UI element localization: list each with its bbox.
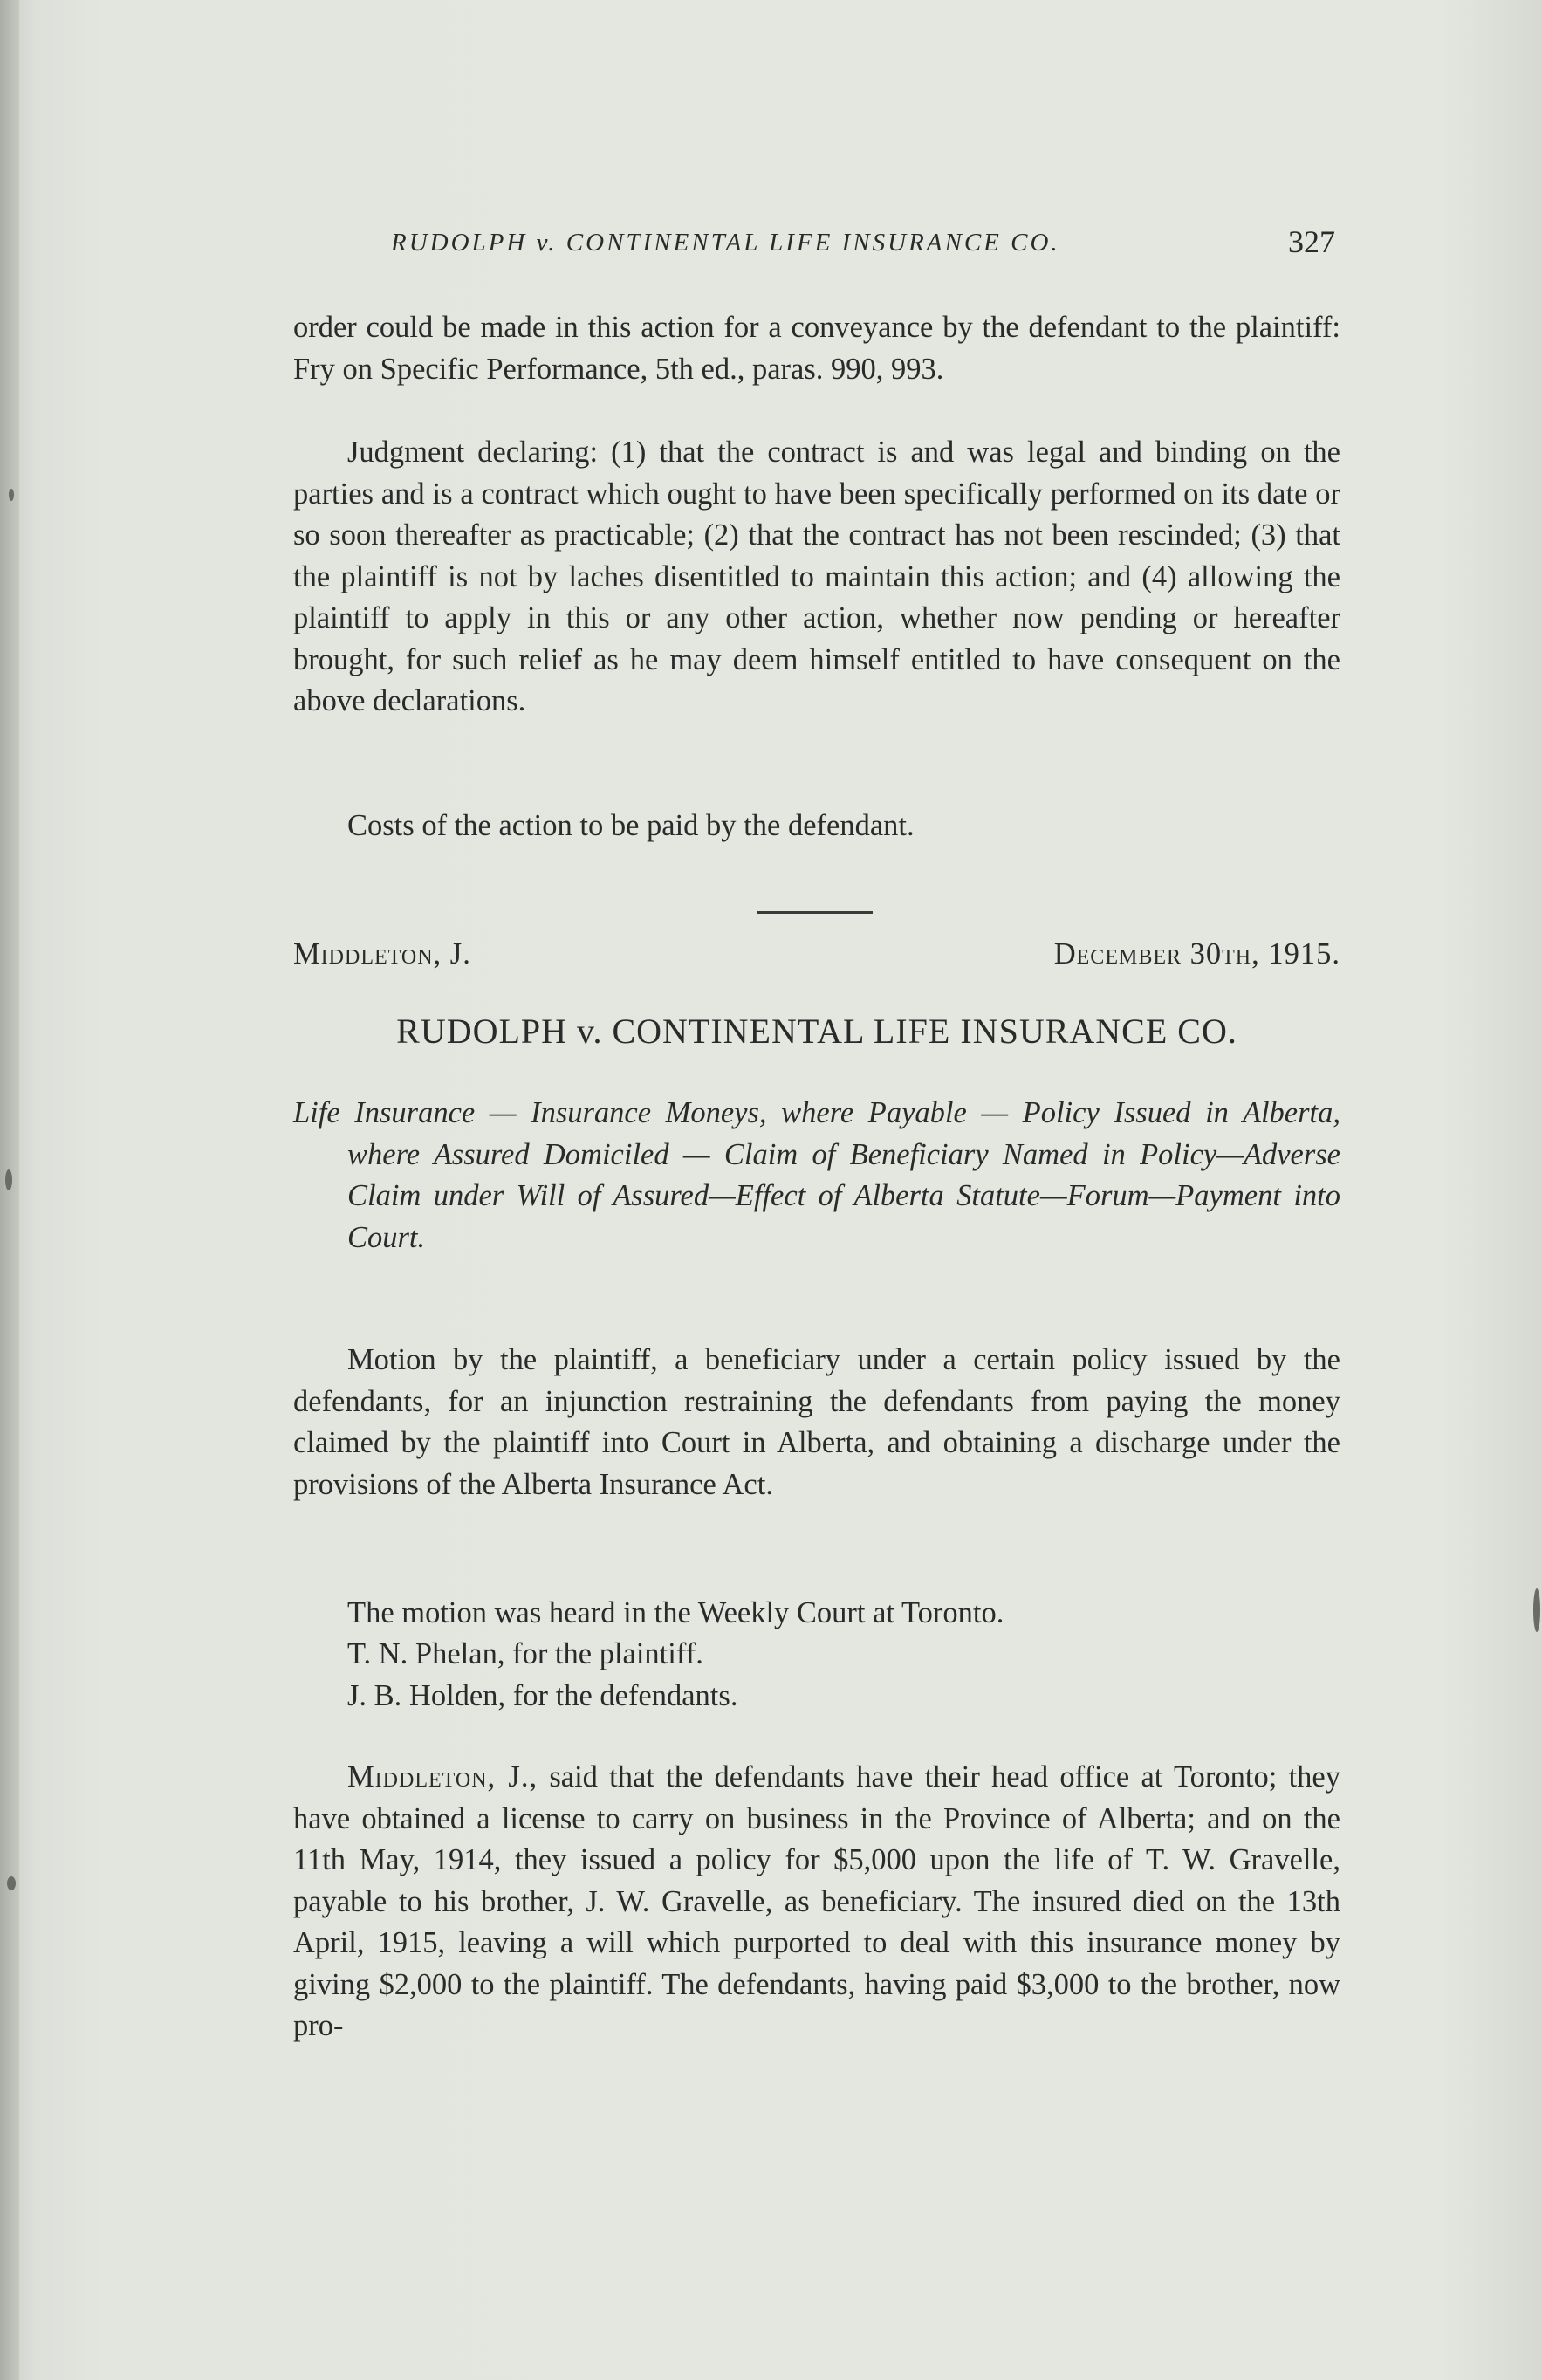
paper-speck — [5, 1169, 12, 1190]
case-date: December 30th, 1915. — [1053, 937, 1340, 971]
page-number: 327 — [1288, 224, 1335, 259]
section-divider — [757, 911, 873, 914]
case-headnote: Life Insurance — Insurance Moneys, where Payable — Policy Issued in Alberta, where Assured Domiciled — Claim of Beneficiary Named in Policy—Adverse Claim under Will of Assured—Effect of Alberta Statute—Forum—Payment into Court. — [293, 1096, 1340, 1254]
judgment-paragraph — [293, 1757, 1340, 2047]
judgment-judge: Middleton, J., — [347, 1760, 538, 1794]
motion-paragraph: Motion by the plaintiff, a beneficiary under a certain policy issued by the defendants, for an injunction restraining the defendants from paying the money claimed by the plaintiff into Court in Alberta, and obtaining a discharge under the provisions of the Alberta Insurance Act. — [293, 1343, 1340, 1501]
hearing-paragraph: The motion was heard in the Weekly Court at Toronto. — [347, 1596, 1004, 1629]
counsel-plaintiff: T. N. Phelan, for the plaintiff. — [347, 1637, 703, 1670]
paper-speck — [1533, 1588, 1540, 1632]
case-title: RUDOLPH v. CONTINENTAL LIFE INSURANCE CO. — [396, 1012, 1237, 1051]
case-judge: Middleton, J. — [293, 937, 471, 971]
counsel-defendants: J. B. Holden, for the defendants. — [347, 1679, 738, 1712]
preceding-paragraph-continuation: order could be made in this action for a conveyance by the defendant to the plaintiff: Fry on Specific Performance, 5th ed., paras. 990, 993. — [293, 311, 1340, 386]
judgment-declaring-paragraph: Judgment declaring: (1) that the contract is and was legal and binding on the parties and is a contract which ought to have been specifically performed on its date or so soon thereafter as practicable; (2) that the contract has not been rescinded; (3) that the plaintiff is not by laches disentitled to maintain this action; and (4) allowing the plaintiff to apply in this or any other action, whether now pending or hereafter brought, for such relief as he may deem himself entitled to have consequent on the above declarations. — [293, 436, 1340, 717]
running-head — [288, 224, 1335, 281]
case-judge-date-line — [293, 937, 1340, 981]
paper-speck — [9, 489, 14, 501]
costs-paragraph: Costs of the action to be paid by the defendant. — [347, 809, 915, 842]
running-title: RUDOLPH v. CONTINENTAL LIFE INSURANCE CO. — [391, 229, 1060, 257]
judgment-text: said that the defendants have their head office at Toronto; they have obtained a license to carry on business in the Province of Alberta; and on the 11th May, 1914, they issued a policy for $5,000 upon the life of T. W. Gravelle, payable to his brother, J. W. Gravelle, as beneficiary. The insured died on the 13th April, 1915, leaving a will which purported to deal with this insurance money by giving $2,000 to the plaintiff. The defendants, having paid $3,000 to the brother, now pro- — [293, 1760, 1340, 2042]
paper-speck — [7, 1876, 16, 1890]
